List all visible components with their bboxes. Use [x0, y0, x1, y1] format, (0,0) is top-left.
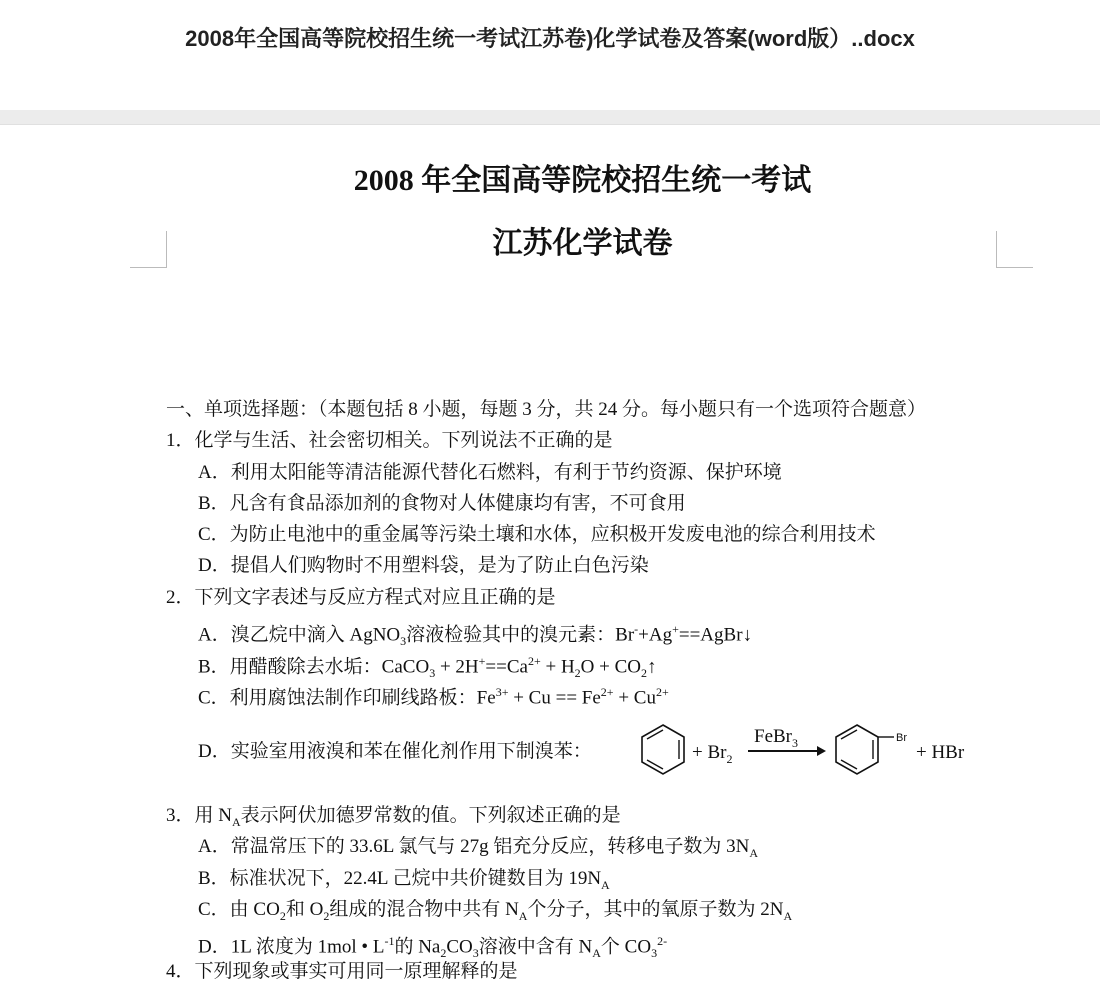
question-1-option-d: D．提倡人们购物时不用塑料袋，是为了防止白色污染 — [198, 555, 649, 576]
q2c-text: C．利用腐蚀法制作印刷线路板：Fe — [198, 687, 496, 709]
q3d-d: 溶液中含有 N — [478, 936, 593, 958]
q3d-a: D．1L 浓度为 1mol • L — [198, 936, 385, 958]
question-3-option-b — [198, 867, 610, 897]
q2c-sup3: 2+ — [655, 685, 669, 699]
q3d-sup2: 2- — [657, 934, 668, 948]
catalyst-text: FeBr — [754, 726, 792, 747]
q2a-sup2: + — [672, 622, 679, 636]
q3d-sub2: 3 — [472, 946, 479, 961]
q3d-b: 的 Na — [394, 936, 441, 958]
q3d-c: CO — [446, 936, 473, 958]
question-2-stem: 2．下列文字表述与反应方程式对应且正确的是 — [166, 587, 556, 608]
q2b-text: B．用醋酸除去水垢：CaCO — [198, 656, 430, 678]
q3c-sub3: A — [518, 908, 528, 923]
q2c-sup1: 3+ — [495, 685, 509, 699]
q2b-end: ↑ — [647, 656, 657, 678]
question-2-option-d: D．实验室用液溴和苯在催化剂作用下制溴苯： — [198, 741, 592, 762]
q2a-sup1: - — [634, 622, 639, 636]
document-title-line1: 2008 年全国高等院校招生统一考试 — [353, 164, 812, 197]
q3d-sup1: -1 — [384, 934, 395, 948]
q2b-sub2: 2 — [574, 666, 581, 681]
q3d-sub4: 3 — [651, 946, 658, 961]
q2b-mid4: O + CO — [580, 656, 642, 678]
question-1-stem: 1．化学与生活、社会密切相关。下列说法不正确的是 — [166, 430, 613, 451]
q2b-mid1: + 2H — [435, 656, 479, 678]
q3d-sub3: A — [592, 946, 601, 961]
q2a-rest: 溶液检验其中的溴元素：Br — [406, 624, 635, 646]
question-2-option-a — [198, 617, 752, 653]
q2a-sub: 3 — [400, 634, 407, 649]
q2b-sub1: 3 — [429, 666, 436, 681]
q2c-mid1: + Cu == Fe — [508, 687, 601, 709]
q3c-sub2: 2 — [323, 908, 330, 923]
question-3-stem — [166, 804, 621, 834]
q3c-b: 和 O — [285, 899, 324, 920]
reactant-br2 — [692, 742, 732, 767]
benzene-bromination-equation — [638, 722, 978, 782]
q3c-d: 个分子，其中的氧原子数为 2N — [527, 899, 784, 920]
question-1-option-a: A．利用太阳能等清洁能源代替化石燃料，有利于节约资源、保护环境 — [198, 462, 782, 483]
br2-sub: 2 — [726, 751, 733, 766]
q2b-sub3: 2 — [641, 666, 648, 681]
q3d-e: 个 CO — [600, 936, 652, 958]
q3-stem-a: 3．用 N — [166, 805, 232, 826]
q3c-sub4: A — [783, 908, 793, 923]
plus-br2-text: + Br — [692, 742, 727, 763]
title-bar — [0, 0, 1100, 110]
q2a-end: ==AgBr↓ — [678, 624, 753, 646]
question-3-option-a — [198, 835, 758, 865]
q2c-mid2: + Cu — [613, 687, 656, 709]
catalyst-label — [754, 726, 798, 751]
benzene-ring-icon — [638, 722, 688, 778]
section-header: 一、单项选择题：（本题包括 8 小题，每题 3 分，共 24 分。每小题只有一个选项符合题意） — [166, 399, 927, 420]
q2b-mid3: + H — [540, 656, 575, 678]
reaction-arrow-icon — [748, 750, 824, 752]
q2a-text: A．溴乙烷中滴入 AgNO — [198, 624, 401, 646]
q3d-sub1: 2 — [440, 946, 447, 961]
question-1-option-c: C．为防止电池中的重金属等污染土壤和水体，应积极开发废电池的综合利用技术 — [198, 524, 876, 545]
question-2-option-c — [198, 680, 669, 710]
q2a-mid: +Ag — [638, 624, 673, 646]
document-file-title: 2008年全国高等院校招生统一考试江苏卷)化学试卷及答案(word版）..docx — [185, 26, 915, 51]
q3a-text: A．常温常压下的 33.6L 氯气与 27g 铝充分反应，转移电子数为 3N — [198, 836, 750, 857]
q3b-sub: A — [601, 877, 610, 892]
question-3-option-c — [198, 898, 792, 928]
bromobenzene-ring-icon — [832, 722, 912, 778]
question-1-option-b: B．凡含有食品添加剂的食物对人体健康均有害，不可食用 — [198, 493, 686, 514]
q2b-sup1: + — [478, 654, 486, 668]
q3c-sub1: 2 — [279, 908, 286, 923]
q3c-a: C．由 CO — [198, 899, 280, 920]
question-4-stem: 4．下列现象或事实可用同一原理解释的是 — [166, 961, 518, 982]
document-title-line2: 江苏化学试卷 — [492, 227, 673, 260]
q3b-text: B．标准状况下，22.4L 己烷中共价键数目为 19N — [198, 868, 602, 889]
bromo-substituent-label: Br — [896, 732, 907, 744]
q3c-c: 组成的混合物中共有 N — [329, 899, 519, 920]
q3-stem-b: 表示阿伏加德罗常数的值。下列叙述正确的是 — [240, 805, 621, 826]
q3-stem-sub: A — [231, 814, 241, 829]
q2b-sup2: 2+ — [527, 654, 541, 668]
product-hbr: + HBr — [916, 742, 965, 763]
q2b-mid2: ==Ca — [485, 656, 528, 678]
q2c-sup2: 2+ — [600, 685, 614, 699]
catalyst-sub: 3 — [792, 735, 798, 750]
toolbar-separator — [0, 110, 1100, 125]
q3a-sub: A — [749, 845, 759, 860]
